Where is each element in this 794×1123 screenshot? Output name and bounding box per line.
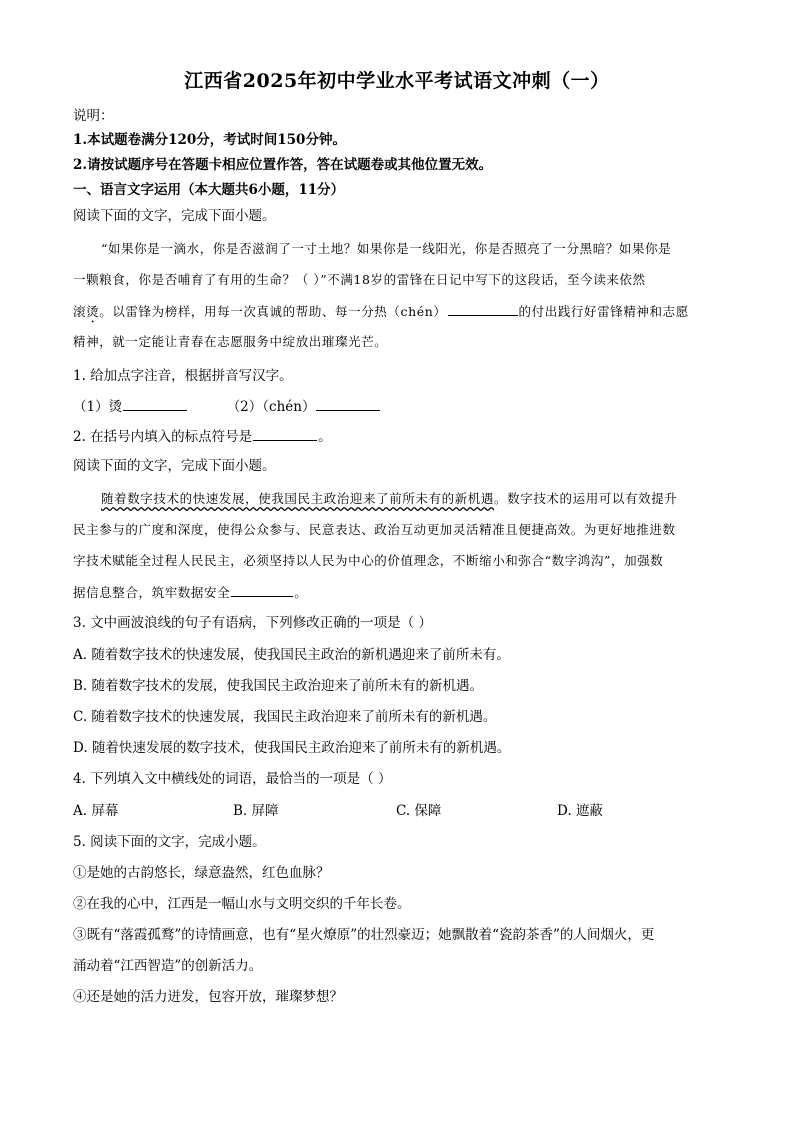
instruction-item-1: 1.本试题卷满分120分，考试时间150分钟。 [73, 132, 346, 148]
passage1-line-4: 精神，就一定能让青春在志愿服务中绽放出璀璨光芒。 [73, 334, 388, 349]
passage1-line-3-text: 。以雷锋为榜样，用每一次真诚的帮助、每一分热（chén） [99, 304, 447, 319]
dotted-char-tang: 烫 [86, 304, 100, 319]
instructions-heading: 说明： [73, 108, 114, 124]
passage1-line-3 [73, 303, 723, 326]
passage1-line-2: 一颗粮食，你是否哺育了有用的生命？（ ）”不满18岁的雷锋在日记中写下的这段话，至今读来依然 [73, 272, 646, 287]
q3-option-d[interactable]: D. 随着快速发展的数字技术，使我国民主政治迎来了前所未有的新机遇。 [73, 740, 511, 756]
passage1-line-1: “如果你是一滴水，你是否滋润了一寸土地？如果你是一线阳光，你是否照亮了一分黑暗？如果你是 [101, 241, 672, 256]
q4-option-a[interactable]: A. 屏幕 [73, 803, 119, 819]
q5-item-4: ④还是她的活力迸发，包容开放，璀璨梦想？ [73, 989, 343, 1005]
reading-lead-2: 阅读下面的文字，完成下面小题。 [73, 458, 276, 474]
question-1: 1. 给加点字注音，根据拼音写汉字。 [73, 368, 293, 384]
question-5: 5. 阅读下面的文字，完成小题。 [73, 834, 266, 850]
wavy-sentence: 随着数字技术的快速发展，使我国民主政治迎来了前所未有的新机遇 [101, 491, 495, 506]
question-2 [73, 428, 723, 445]
reading-lead-1: 阅读下面的文字，完成下面小题。 [73, 208, 276, 224]
question-3: 3. 文中画波浪线的句子有语病，下列修改正确的一项是（ ） [73, 615, 432, 631]
q4-option-d[interactable]: D. 遮蔽 [557, 803, 603, 819]
section-heading: 一、语言文字运用（本大题共6小题，11分） [73, 182, 345, 198]
q5-item-1: ①是她的古韵悠长，绿意盎然，红色血脉？ [73, 865, 330, 881]
q2-text: 2. 在括号内填入的标点符号是 [73, 429, 253, 445]
q1-part-a: （1）烫 [73, 399, 123, 415]
passage1-char: 滚 [73, 304, 87, 319]
passage2-line-4-text: 据信息整合，筑牢数据安全 [73, 585, 231, 600]
passage1-blank [448, 303, 518, 316]
question-1-answers [73, 398, 723, 415]
q2-answer-blank[interactable] [253, 428, 317, 441]
passage2-line-2: 民主参与的广度和深度，使得公众参与、民意表达、政治互动更加灵活精准且便捷高效。为更好地推进数 [73, 522, 676, 537]
passage2-line-1 [101, 491, 721, 507]
passage2-line-1-rest: 。数字技术的运用可以有效提升 [494, 491, 678, 506]
passage2-line-4-end: 。 [294, 585, 308, 600]
q3-option-a[interactable]: A. 随着数字技术的快速发展，使我国民主政治的新机遇迎来了前所未有。 [73, 647, 510, 663]
q3-option-b[interactable]: B. 随着数字技术的发展，使我国民主政治迎来了前所未有的新机遇。 [73, 678, 484, 694]
q5-item-3: ③既有“落霞孤鹜”的诗情画意，也有“星火燎原”的壮烈豪迈；她飘散着“瓷韵茶香”的人间烟火，更 [73, 927, 655, 943]
question-4: 4. 下列填入文中横线处的词语，最恰当的一项是（ ） [73, 771, 392, 787]
passage2-line-4 [73, 584, 723, 601]
q4-option-c[interactable]: C. 保障 [396, 803, 442, 819]
q5-item-2: ②在我的心中，江西是一幅山水与文明交织的千年长卷。 [73, 896, 411, 912]
q4-option-b[interactable]: B. 屏障 [233, 803, 279, 819]
passage2-line-3: 字技术赋能全过程人民民主，必须坚持以人民为中心的价值理念，不断缩小和弥合“数字鸿沟”，加强数 [73, 553, 664, 568]
q5-item-3-cont: 涌动着“江西智造”的创新活力。 [73, 958, 263, 974]
q1-part-b: （2）（chén） [226, 399, 316, 415]
passage1-line-3-after: 的付出践行好雷锋精神和志愿 [518, 304, 689, 319]
exam-title: 江西省2025年初中学业水平考试语文冲刺（一） [184, 70, 610, 92]
q2-end: 。 [318, 429, 332, 445]
q1-answer-blank-b[interactable] [316, 398, 380, 411]
q1-answer-blank-a[interactable] [123, 398, 187, 411]
q3-option-c[interactable]: C. 随着数字技术的快速发展，我国民主政治迎来了前所未有的新机遇。 [73, 709, 497, 725]
passage2-blank [231, 584, 293, 597]
instruction-item-2: 2.请按试题序号在答题卡相应位置作答，答在试题卷或其他位置无效。 [73, 157, 493, 173]
